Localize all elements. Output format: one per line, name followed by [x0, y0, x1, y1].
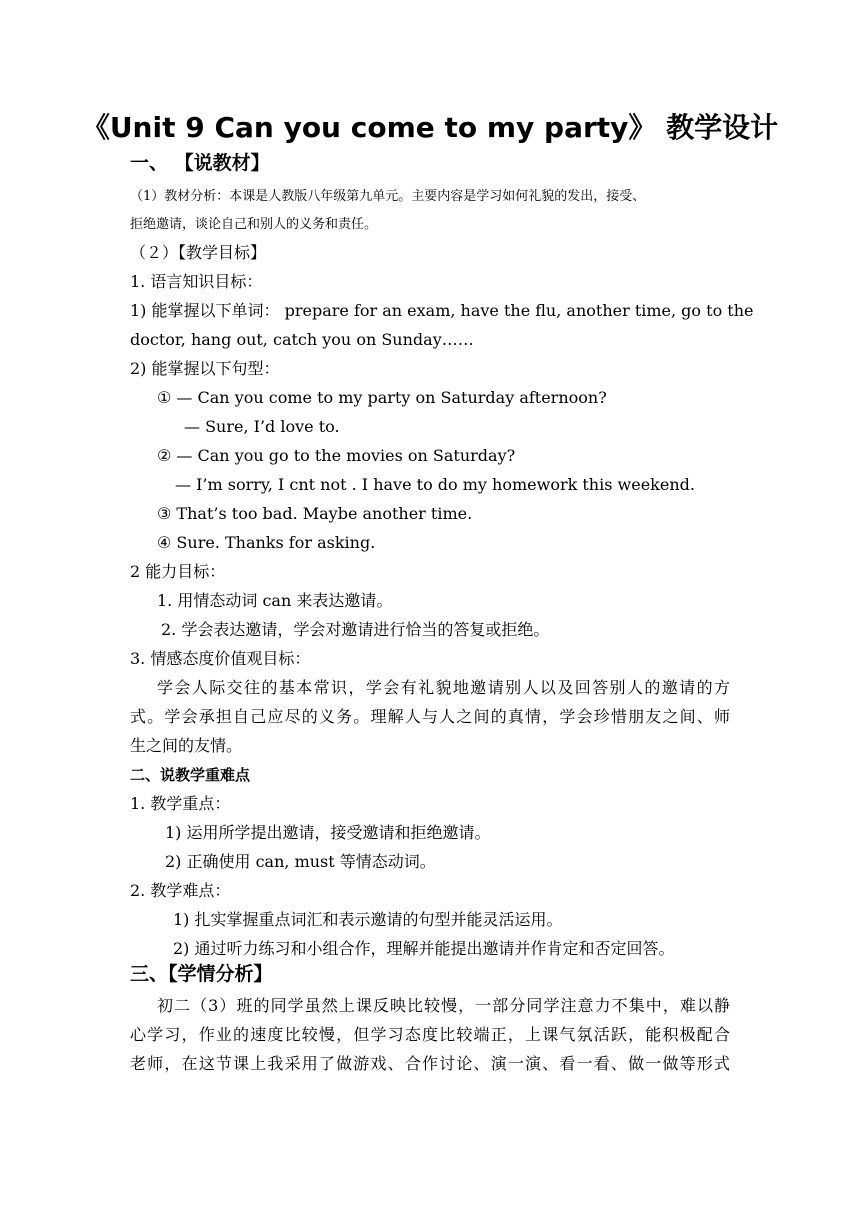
key-point-1: 1) 运用所学提出邀请，接受邀请和拒绝邀请。 — [165, 823, 491, 842]
key-point-2: 2) 正确使用 can, must 等情态动词。 — [165, 852, 436, 871]
textbook-analysis-line-1: （1）教材分析：本课是人教版八年级第九单元。主要内容是学习如何礼貌的发出，接受、 — [130, 189, 646, 204]
student-analysis-line-3: 老师，在这节课上我采用了做游戏、合作讨论、演一演、看一看、做一做等形式 — [130, 1054, 730, 1073]
student-analysis-line-1: 初二（3）班的同学虽然上课反映比较慢，一部分同学注意力不集中，难以静 — [157, 996, 730, 1015]
emotion-goals-heading: 3. 情感态度价值观目标： — [130, 649, 311, 668]
vocab-line-1: 1) 能掌握以下单词： prepare for an exam, have the flu, another time, go to the — [130, 301, 754, 320]
document-title: 《Unit 9 Can you come to my party》 教学设计 — [81, 111, 779, 144]
difficulty-1: 1) 扎实掌握重点词汇和表示邀请的句型并能灵活运用。 — [173, 910, 563, 929]
sentence-4: ④ Sure. Thanks for asking. — [157, 533, 376, 552]
sentence-2-reply: — I’m sorry, I cnt not . I have to do my homework this weekend. — [175, 475, 695, 494]
emotion-paragraph-line-1: 学会人际交往的基本常识，学会有礼貌地邀请别人以及回答别人的邀请的方 — [157, 678, 730, 697]
ability-goal-2: 2. 学会表达邀请，学会对邀请进行恰当的答复或拒绝。 — [161, 620, 550, 639]
teaching-goals-heading: （２）【教学目标】 — [130, 243, 267, 262]
sentence-patterns-heading: 2) 能掌握以下句型： — [130, 359, 280, 378]
sentence-1-reply: — Sure, I’d love to. — [184, 417, 340, 436]
section-heading-textbook: 一、 【说教材】 — [130, 152, 270, 174]
textbook-analysis-line-2: 拒绝邀请，谈论自己和别人的义务和责任。 — [130, 217, 378, 232]
difficulties-heading: 2. 教学难点： — [130, 881, 231, 900]
sentence-3: ③ That’s too bad. Maybe another time. — [157, 504, 473, 523]
section-heading-key-points: 二、说教学重难点 — [130, 766, 251, 784]
sentence-2: ② — Can you go to the movies on Saturday? — [157, 446, 516, 465]
ability-goals-heading: 2 能力目标： — [130, 562, 226, 581]
section-heading-student-analysis: 三、【学情分析】 — [130, 963, 273, 985]
difficulty-2: 2) 通过听力练习和小组合作，理解并能提出邀请并作肯定和否定回答。 — [173, 939, 675, 958]
sentence-1: ① — Can you come to my party on Saturday afternoon? — [157, 388, 607, 407]
key-points-heading: 1. 教学重点： — [130, 794, 231, 813]
emotion-paragraph-line-3: 生之间的友情。 — [130, 736, 243, 755]
student-analysis-line-2: 心学习，作业的速度比较慢，但学习态度比较端正，上课气氛活跃，能积极配合 — [130, 1025, 730, 1044]
language-goals-heading: 1. 语言知识目标： — [130, 272, 263, 291]
emotion-paragraph-line-2: 式。学会承担自己应尽的义务。理解人与人之间的真情，学会珍惜朋友之间、师 — [130, 707, 730, 726]
vocab-line-2: doctor, hang out, catch you on Sunday…… — [130, 330, 474, 349]
ability-goal-1: 1. 用情态动词 can 来表达邀请。 — [157, 591, 393, 610]
